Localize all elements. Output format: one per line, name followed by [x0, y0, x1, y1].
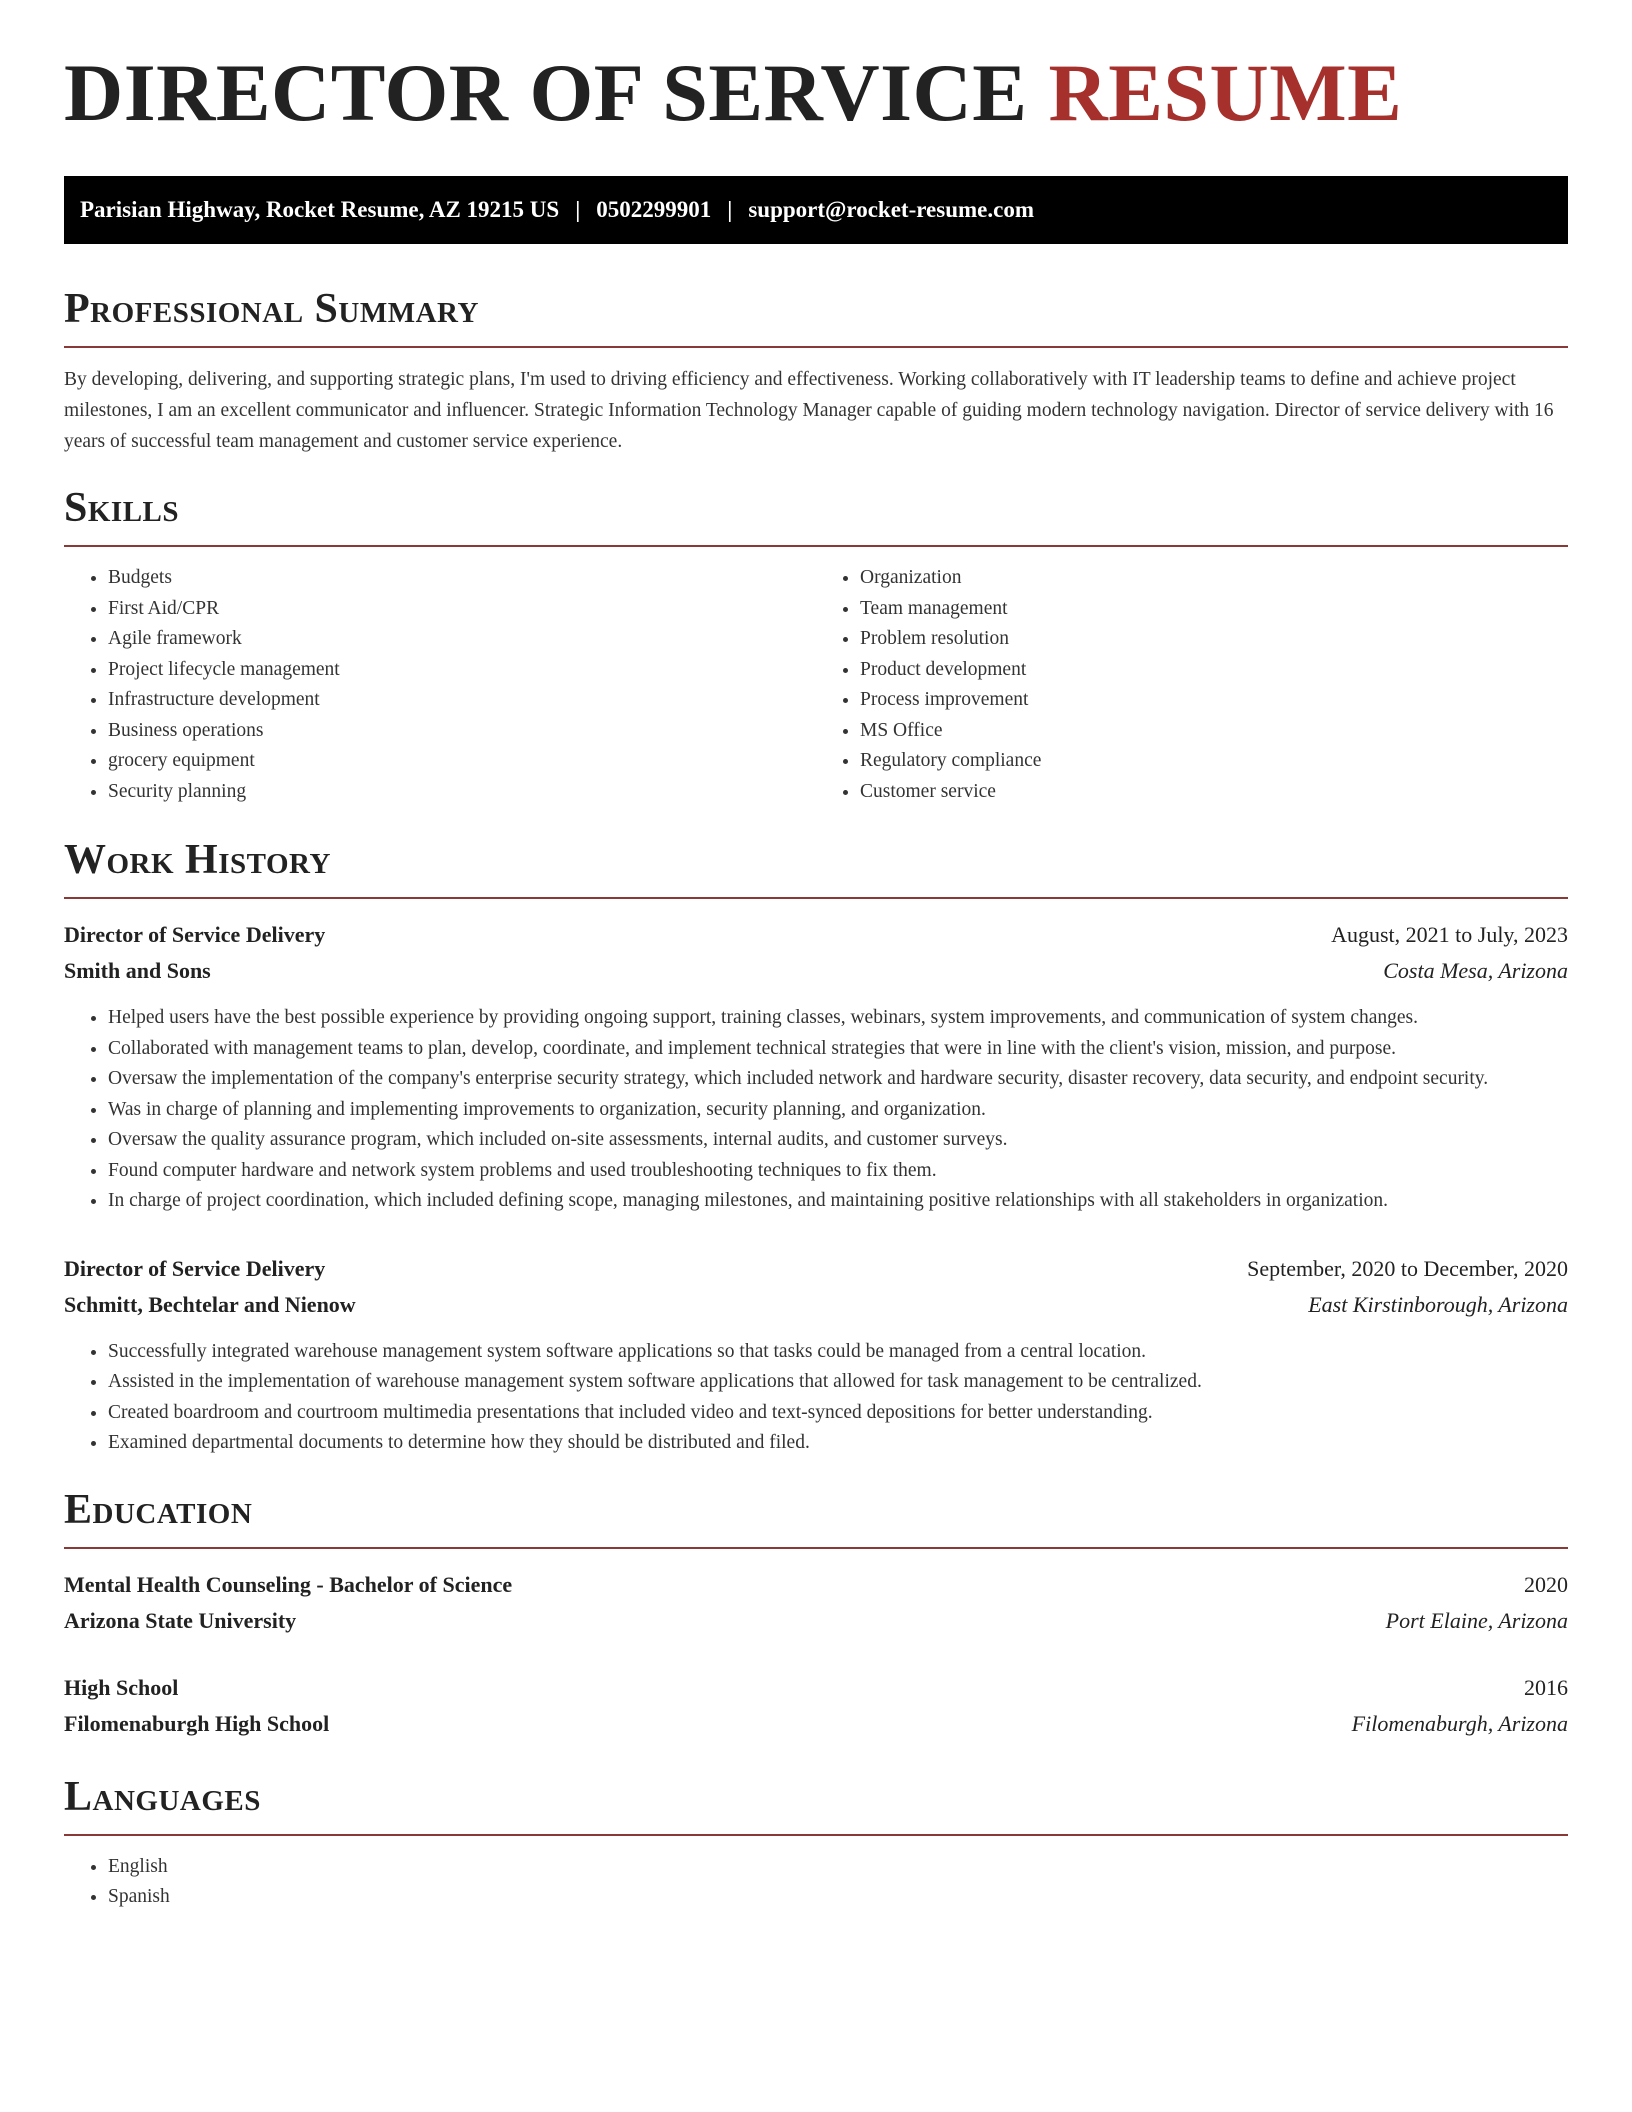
skill-item: • Organization — [860, 563, 1568, 594]
job-location: East Kirstinborough, Arizona — [1308, 1291, 1568, 1317]
job-bullet: • Was in charge of planning and implementing improvements to organization, security planning, and organization. — [108, 1095, 1568, 1126]
contact-bar — [64, 176, 1568, 244]
job-bullet: • Assisted in the implementation of warehouse management system software applications that allowed for task management to be centralized. — [108, 1367, 1568, 1398]
job-bullet: • In charge of project coordination, which included defining scope, managing milestones, and maintaining positive relationships with all stakeholders in organization. — [108, 1186, 1568, 1217]
job-header-row — [64, 917, 1568, 953]
job-company: Smith and Sons — [64, 958, 211, 983]
job-bullets — [64, 1003, 1568, 1217]
contact-separator: | — [727, 197, 733, 222]
skill-item: • Team management — [860, 594, 1568, 625]
skill-item: • Business operations — [108, 716, 816, 747]
education-location: Filomenaburgh, Arizona — [1351, 1710, 1568, 1736]
languages-section — [64, 1773, 1568, 1913]
education-degree: Mental Health Counseling - Bachelor of Science — [64, 1571, 513, 1597]
resume-page — [64, 0, 1568, 1913]
education-year: 2020 — [1524, 1571, 1568, 1597]
job-bullet: • Collaborated with management teams to plan, develop, coordinate, and implement technical strategies that were in line with the client's vision, mission, and purpose. — [108, 1034, 1568, 1065]
summary-text: By developing, delivering, and supporting strategic plans, I'm used to driving efficiency and effectiveness. Working collaboratively with IT leadership teams to define and achieve project milestones, I am an excellent communicator and influencer. Strategic Information Technology Manager capable of guiding modern technology navigation. Director of service delivery with 16 years of successful team management and customer service experience. — [64, 369, 1554, 452]
contact-address: Parisian Highway, Rocket Resume, AZ 19215 US — [80, 197, 560, 222]
education-heading: Education — [64, 1489, 1568, 1549]
education-entry — [64, 1567, 1568, 1639]
skills-list-left — [64, 563, 816, 807]
job-bullets — [64, 1337, 1568, 1459]
resume-title — [64, 47, 1568, 152]
job-bullet: • Oversaw the implementation of the company's enterprise security strategy, which included network and hardware security, disaster recovery, data security, and endpoint security. — [108, 1064, 1568, 1095]
skill-item: • Product development — [860, 655, 1568, 686]
education-school: Filomenaburgh High School — [64, 1710, 330, 1736]
job-company-row — [64, 953, 1568, 989]
languages-heading: Languages — [64, 1776, 1568, 1836]
skill-item: • MS Office — [860, 716, 1568, 747]
skills-section — [64, 487, 1568, 807]
title-accent: RESUME — [1048, 47, 1403, 138]
work-history-heading: Work History — [64, 839, 1568, 899]
summary-heading: Professional Summary — [64, 288, 1568, 348]
job-entry — [64, 917, 1568, 1217]
education-school-row — [64, 1706, 1568, 1742]
summary-section — [64, 288, 1568, 457]
education-degree: High School — [64, 1674, 179, 1700]
skills-columns — [64, 563, 1568, 807]
contact-email: support@rocket-resume.com — [748, 197, 1034, 222]
education-school: Arizona State University — [64, 1607, 297, 1633]
education-location: Port Elaine, Arizona — [1385, 1607, 1568, 1633]
skill-item: • Budgets — [108, 563, 816, 594]
job-bullet: • Found computer hardware and network system problems and used troubleshooting techniques to fix them. — [108, 1156, 1568, 1187]
skills-heading: Skills — [64, 487, 1568, 547]
education-section — [64, 1486, 1568, 1742]
skill-item: • Security planning — [108, 777, 816, 808]
job-bullet: • Created boardroom and courtroom multimedia presentations that included video and text-synced depositions for better understanding. — [108, 1398, 1568, 1429]
skill-item: • First Aid/CPR — [108, 594, 816, 625]
education-header-row — [64, 1670, 1568, 1706]
job-header-row — [64, 1251, 1568, 1287]
job-bullet: • Oversaw the quality assurance program, which included on-site assessments, internal audits, and customer surveys. — [108, 1125, 1568, 1156]
education-header-row — [64, 1567, 1568, 1603]
skill-item: • Project lifecycle management — [108, 655, 816, 686]
job-title: Director of Service Delivery — [64, 1255, 326, 1281]
job-dates: September, 2020 to December, 2020 — [1247, 1255, 1568, 1281]
skills-list-right — [816, 563, 1568, 807]
work-history-section — [64, 839, 1568, 1459]
contact-phone: 0502299901 — [596, 197, 712, 222]
job-location: Costa Mesa, Arizona — [1383, 958, 1568, 983]
language-item: • Spanish — [108, 1882, 1568, 1913]
language-item: • English — [108, 1852, 1568, 1883]
contact-separator: | — [575, 197, 581, 222]
job-dates: August, 2021 to July, 2023 — [1331, 922, 1568, 947]
title-main: DIRECTOR OF SERVICE — [64, 47, 1028, 138]
skill-item: • Problem resolution — [860, 624, 1568, 655]
job-bullet: • Successfully integrated warehouse management system software applications so that tasks could be managed from a central location. — [108, 1337, 1568, 1368]
job-bullet: • Helped users have the best possible experience by providing ongoing support, training classes, webinars, system improvements, and communication of system changes. — [108, 1003, 1568, 1034]
skill-item: • Customer service — [860, 777, 1568, 808]
education-entry — [64, 1670, 1568, 1742]
skill-item: • grocery equipment — [108, 746, 816, 777]
job-bullet: • Examined departmental documents to determine how they should be distributed and filed. — [108, 1428, 1568, 1459]
education-school-row — [64, 1603, 1568, 1639]
education-year: 2016 — [1524, 1674, 1568, 1700]
job-company: Schmitt, Bechtelar and Nienow — [64, 1291, 356, 1317]
skill-item: • Infrastructure development — [108, 685, 816, 716]
job-entry — [64, 1251, 1568, 1459]
job-title: Director of Service Delivery — [64, 922, 326, 947]
skill-item: • Agile framework — [108, 624, 816, 655]
skill-item: • Process improvement — [860, 685, 1568, 716]
skill-item: • Regulatory compliance — [860, 746, 1568, 777]
languages-list — [64, 1852, 1568, 1913]
job-company-row — [64, 1287, 1568, 1323]
